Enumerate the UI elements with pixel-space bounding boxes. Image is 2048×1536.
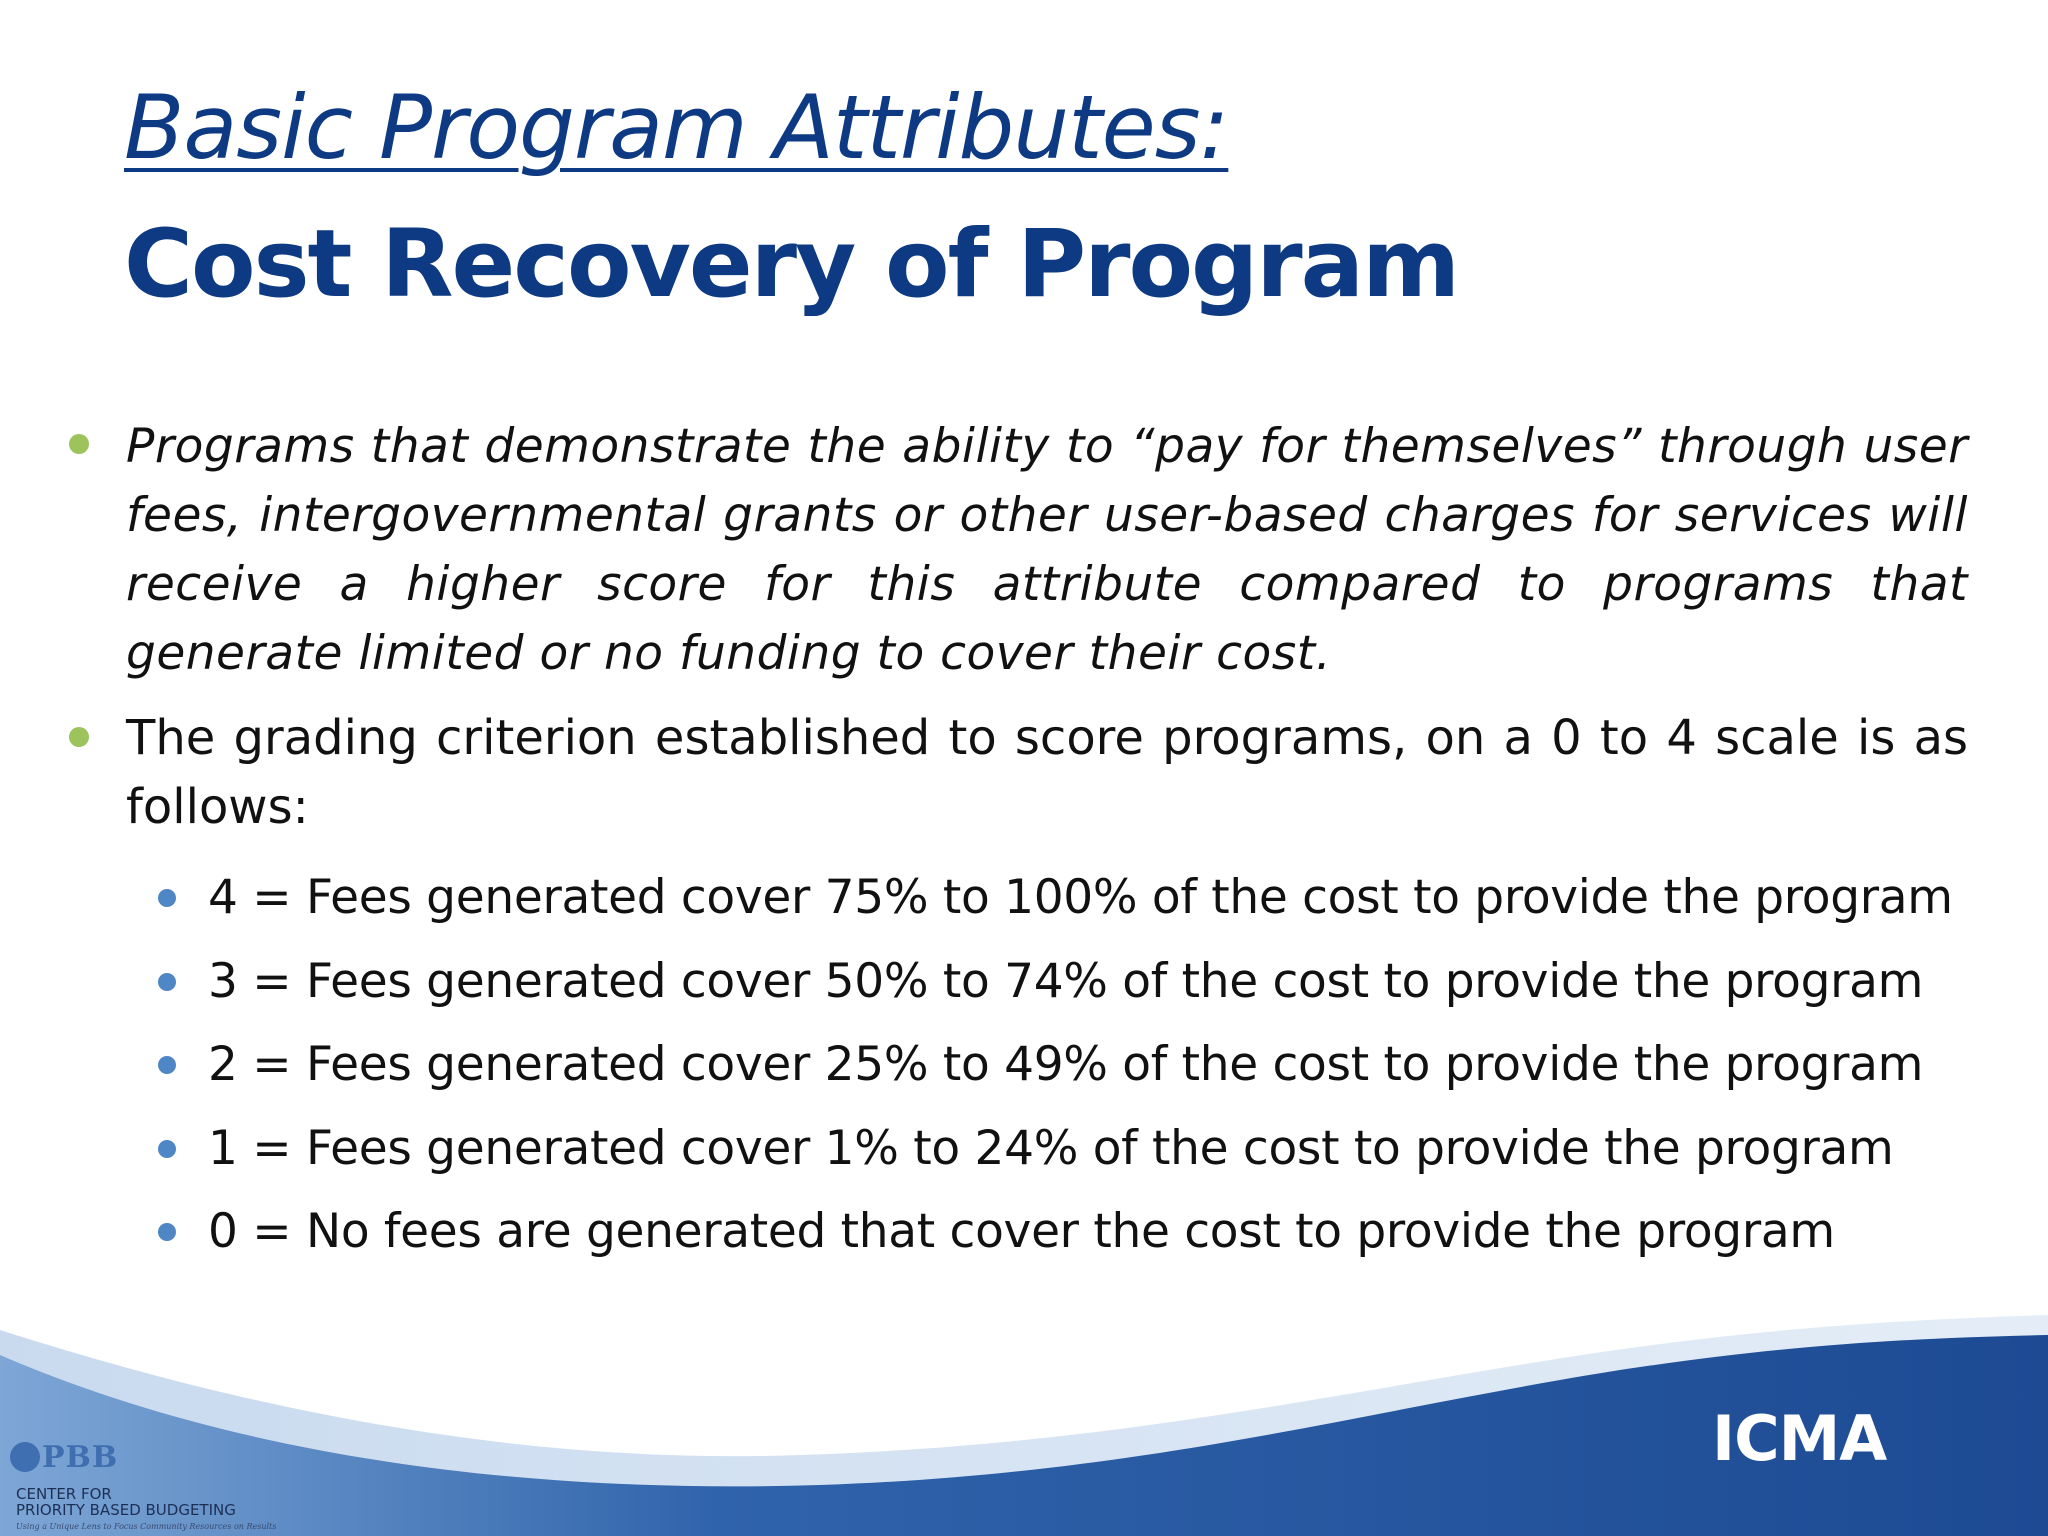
pbb-line-1: CENTER FOR bbox=[16, 1485, 112, 1503]
sub-bullet-dot bbox=[158, 889, 176, 907]
bullet-cost-recovery-description: Programs that demonstrate the ability to “pay for themselves” through user fees, intergovernmental grants or other user-based charges for services will receive a higher score for this attribute compared to programs that generate limited or no funding to cover their cost. bbox=[126, 419, 1968, 681]
grading-scale-item-0 bbox=[150, 1190, 2010, 1274]
grading-scale-item-2 bbox=[150, 1023, 2010, 1107]
bullet-dot-2 bbox=[69, 727, 89, 747]
grading-scale-list bbox=[150, 856, 2010, 1274]
grading-scale-label: 1 = Fees generated cover 1% to 24% of the cost to provide the program bbox=[208, 1120, 1894, 1176]
bullet-dot-1 bbox=[69, 434, 89, 454]
bullet-grading-criterion: The grading criterion established to score programs, on a 0 to 4 scale is as follows: bbox=[126, 710, 1968, 835]
icma-logo: ICMA bbox=[1712, 1402, 1887, 1475]
pbb-logo bbox=[10, 1440, 277, 1536]
slide-subtitle: Basic Program Attributes: bbox=[124, 76, 1229, 179]
grading-scale-label: 4 = Fees generated cover 75% to 100% of the cost to provide the program bbox=[208, 870, 1953, 925]
sub-bullet-dot bbox=[158, 1140, 176, 1158]
sub-bullet-dot bbox=[158, 1223, 176, 1241]
sub-bullet-dot bbox=[158, 1056, 176, 1074]
grading-scale-label: 3 = Fees generated cover 50% to 74% of the cost to provide the program bbox=[208, 953, 1924, 1009]
grading-scale-item-1 bbox=[150, 1107, 2010, 1191]
pbb-line-2: PRIORITY BASED BUDGETING bbox=[16, 1501, 236, 1519]
grading-scale-item-3 bbox=[150, 940, 2010, 1024]
pbb-circle-icon bbox=[10, 1442, 40, 1472]
sub-bullet-dot bbox=[158, 973, 176, 991]
slide-title: Cost Recovery of Program bbox=[124, 210, 1459, 319]
grading-scale-label: 0 = No fees are generated that cover the cost to provide the program bbox=[208, 1204, 1835, 1259]
grading-scale-label: 2 = Fees generated cover 25% to 49% of the cost to provide the program bbox=[208, 1037, 1924, 1092]
pbb-tagline: Using a Unique Lens to Focus Community Resources on Results bbox=[16, 1522, 277, 1531]
grading-scale-item-4 bbox=[150, 856, 2010, 940]
pbb-logo-mark: PBB bbox=[10, 1440, 118, 1475]
